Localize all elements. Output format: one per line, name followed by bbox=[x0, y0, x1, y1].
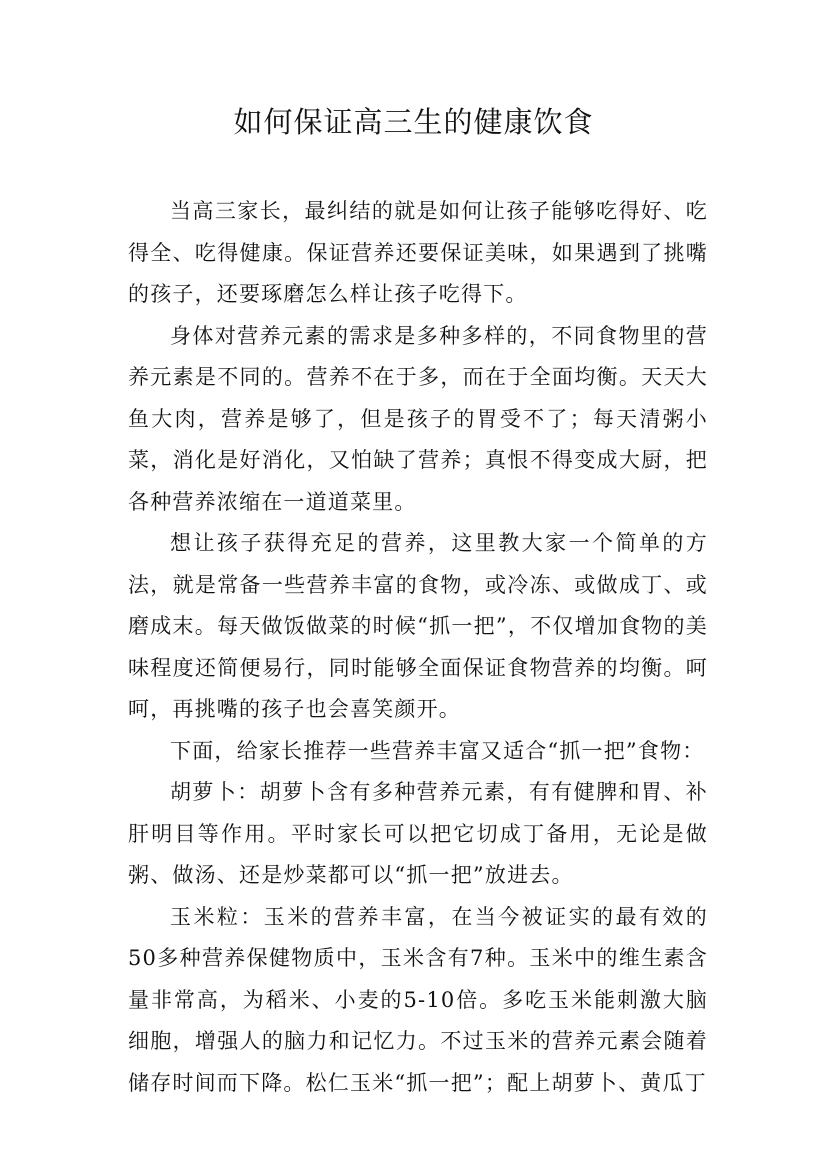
paragraph: 下面，给家长推荐一些营养丰富又适合“抓一把”食物： bbox=[170, 738, 705, 763]
paragraph: 身体对营养元素的需求是多种多样的，不同食物里的营养元素是不同的。营养不在于多，而在于全面均衡。天天大鱼大肉，营养是够了，但是孩子的胃受不了；每天清粥小菜，消化是好消化，又怕缺了营养；真恨不得变成大厨，把各种营养浓缩在一道道菜里。 bbox=[128, 323, 708, 514]
document-body bbox=[128, 191, 708, 1104]
paragraph: 玉米粒：玉米的营养丰富，在当今被证实的最有效的50多种营养保健物质中，玉米含有7种。玉米中的维生素含量非常高，为稻米、小麦的5-10倍。多吃玉米能刺激大脑细胞，增强人的脑力和记忆力。不过玉米的营养元素会随着储存时间而下降。松仁玉米“抓一把”；配上胡萝卜、黄瓜丁 bbox=[128, 904, 708, 1095]
paragraph: 当高三家长，最纠结的就是如何让孩子能够吃得好、吃得全、吃得健康。保证营养还要保证美味，如果遇到了挑嘴的孩子，还要琢磨怎么样让孩子吃得下。 bbox=[128, 199, 708, 306]
paragraph: 想让孩子获得充足的营养，这里教大家一个简单的方法，就是常备一些营养丰富的食物，或冷冻、或做成丁、或磨成末。每天做饭做菜的时候“抓一把”，不仅增加食物的美味程度还简便易行，同时能够全面保证食物营养的均衡。呵呵，再挑嘴的孩子也会喜笑颜开。 bbox=[128, 531, 708, 721]
paragraph: 胡萝卜：胡萝卜含有多种营养元素，有有健脾和胃、补肝明目等作用。平时家长可以把它切成丁备用，无论是做粥、做汤、还是炒菜都可以“抓一把”放进去。 bbox=[128, 780, 708, 887]
document-title: 如何保证高三生的健康饮食 bbox=[233, 105, 594, 139]
